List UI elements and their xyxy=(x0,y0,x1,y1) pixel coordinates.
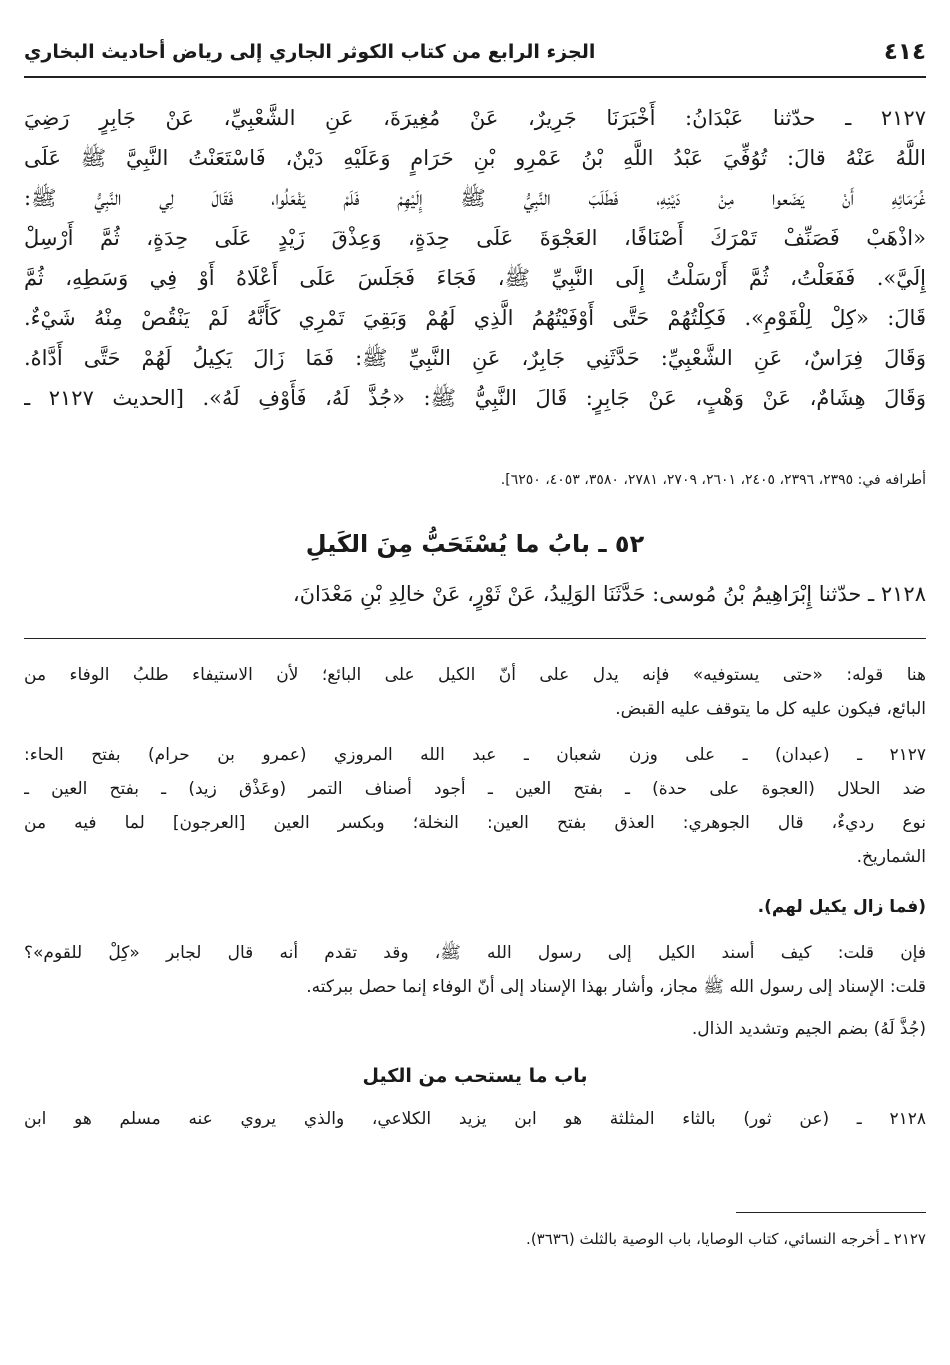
commentary-line: ٢١٢٧ ـ (عبدان) ـ على وزن شعبان ـ عبد الله المروزي (عمرو بن حرام) بفتح الحاء: xyxy=(24,745,926,765)
commentary xyxy=(24,658,926,1136)
atraf-references: أطرافه في: ٢٣٩٥، ٢٣٩٦، ٢٤٠٥، ٢٦٠١، ٢٧٠٩، ٢٧٨١، ٣٥٨٠، ٤٠٥٣، ٦٢٥٠]. xyxy=(500,472,926,488)
hadith-2127-text xyxy=(24,98,926,418)
hadith-line: وَقَالَ هِشَامٌ، عَنْ وَهْبٍ، عَنْ جَابِرٍ: قَالَ النَّبِيُّ ﷺ: «جُذَّ لَهُ، فَأَوْفِ لَهُ». [الحديث ٢١٢٧ ـ xyxy=(24,386,926,410)
commentary-line: نوع رديءٌ، قال الجوهري: العذق بفتح العين: النخلة؛ وبكسر العين [العرجون] لما فيه من xyxy=(24,813,926,833)
hadith-2128-text xyxy=(24,574,926,614)
commentary-line: الشماريخ. xyxy=(856,847,926,867)
running-title: الجزء الرابع من كتاب الكوثر الجاري إلى رياض أحاديث البخاري xyxy=(24,41,596,63)
footnote-rule xyxy=(736,1212,926,1213)
text-commentary-divider xyxy=(24,638,926,639)
hadith-line: ٢١٢٨ ـ حدّثنا إِبْرَاهِيمُ بْنُ مُوسى: حَدَّثَنَا الوَلِيدُ، عَنْ ثَوْرٍ، عَنْ خالِدِ بْنِ مَعْدَانَ، xyxy=(292,582,926,606)
page-number: ٤١٤ xyxy=(883,39,926,65)
chapter-heading: ٥٢ ـ بابُ ما يُسْتَحَبُّ مِنَ الكَيلِ xyxy=(305,530,645,558)
hadith-line: غُرَمَائِهِ أَنْ يَضَعوا مِنْ دَيْنِهِ، فَطَلَبَ النَّبِيُّ ﷺ إِلَيْهِمْ فَلَمْ يَفْعَلُوا، فَقَالَ لِي النَّبِيُّ ﷺ: xyxy=(24,186,926,210)
hadith-line: إِلَيَّ». فَفَعَلْتُ، ثُمَّ أَرْسَلْتُ إِلَى النَّبِيِّ ﷺ، فَجَاءَ فَجَلَسَ عَلَى أَعْلَاهُ أَوْ فِي وَسَطِهِ، ثُمَّ xyxy=(24,266,926,290)
commentary-line: هنا قوله: «حتى يستوفيه» فإنه يدل على أنّ الكيل على البائع؛ لأن الاستيفاء طلبُ الوفاء من xyxy=(24,665,926,685)
commentary-chapter-heading: باب ما يستحب من الكيل xyxy=(362,1065,588,1087)
commentary-line: ٢١٢٨ ـ (عن ثور) بالثاء المثلثة هو ابن يزيد الكلاعي، والذي يروي عنه مسلم هو ابن xyxy=(24,1109,926,1129)
hadith-line: وَقَالَ فِرَاسٌ، عَنِ الشَّعْبِيِّ: حَدَّثَنِي جَابِرٌ، عَنِ النَّبِيِّ ﷺ: فَمَا زَالَ يَكِيلُ لَهُمْ حَتَّى أَدَّاهُ. xyxy=(24,346,926,370)
hadith-line: «اذْهَبْ فَصَنِّفْ تَمْرَكَ أَصْنَافًا، العَجْوَةَ عَلَى حِدَةٍ، وَعِذْقَ زَيْدٍ عَلَى حِدَةٍ، ثُمَّ أَرْسِلْ xyxy=(24,226,926,250)
commentary-lemma: (فما زال يكيل لهم). xyxy=(757,897,926,917)
hadith-line: اللَّهُ عَنْهُ قالَ: تُوُفِّيَ عَبْدُ اللَّهِ بْنُ عَمْرِو بْنِ حَرَامٍ وَعَلَيْهِ دَيْنٌ، فَاسْتَعَنْتُ النَّبِيَّ ﷺ عَلَى xyxy=(24,146,926,170)
commentary-line: فإن قلت: كيف أسند الكيل إلى رسول الله ﷺ، وقد تقدم أنه قال لجابر «كِلْ للقوم»؟ xyxy=(24,943,926,963)
hadith-line: قَالَ: «كِلْ لِلْقَوْمِ». فَكِلْتُهُمْ حَتَّى أَوْفَيْتُهُمُ الَّذِي لَهُمْ وَبَقِيَ تَمْرِي كَأَنَّهُ لَمْ يَنْقُصْ مِنْهُ شَيْءٌ. xyxy=(24,306,926,330)
commentary-line: (جُذَّ لَهُ) بضم الجيم وتشديد الذال. xyxy=(691,1019,926,1039)
commentary-line: ضد الحلال (العجوة على حدة) ـ بفتح العين ـ أجود أصناف التمر (وعَذْق زيد) ـ بفتح العين ـ xyxy=(24,779,926,799)
commentary-line: البائع، فيكون عليه كل ما يتوقف عليه القبض. xyxy=(615,699,926,719)
commentary-line: قلت: الإسناد إلى رسول الله ﷺ مجاز، وأشار بهذا الإسناد إلى أنّ الوفاء إنما حصل ببركته. xyxy=(306,977,926,997)
hadith-line: ٢١٢٧ ـ حدّثنا عَبْدَانُ: أَخْبَرَنَا جَرِيرٌ، عَنْ مُغِيرَةَ، عَنِ الشَّعْبِيِّ، عَنْ جَابِرٍ رَضِيَ xyxy=(24,106,926,130)
page-header xyxy=(24,32,926,72)
header-rule xyxy=(24,76,926,78)
footnote: ٢١٢٧ ـ أخرجه النسائي، كتاب الوصايا، باب الوصية بالثلث (٣٦٣٦). xyxy=(526,1230,926,1248)
